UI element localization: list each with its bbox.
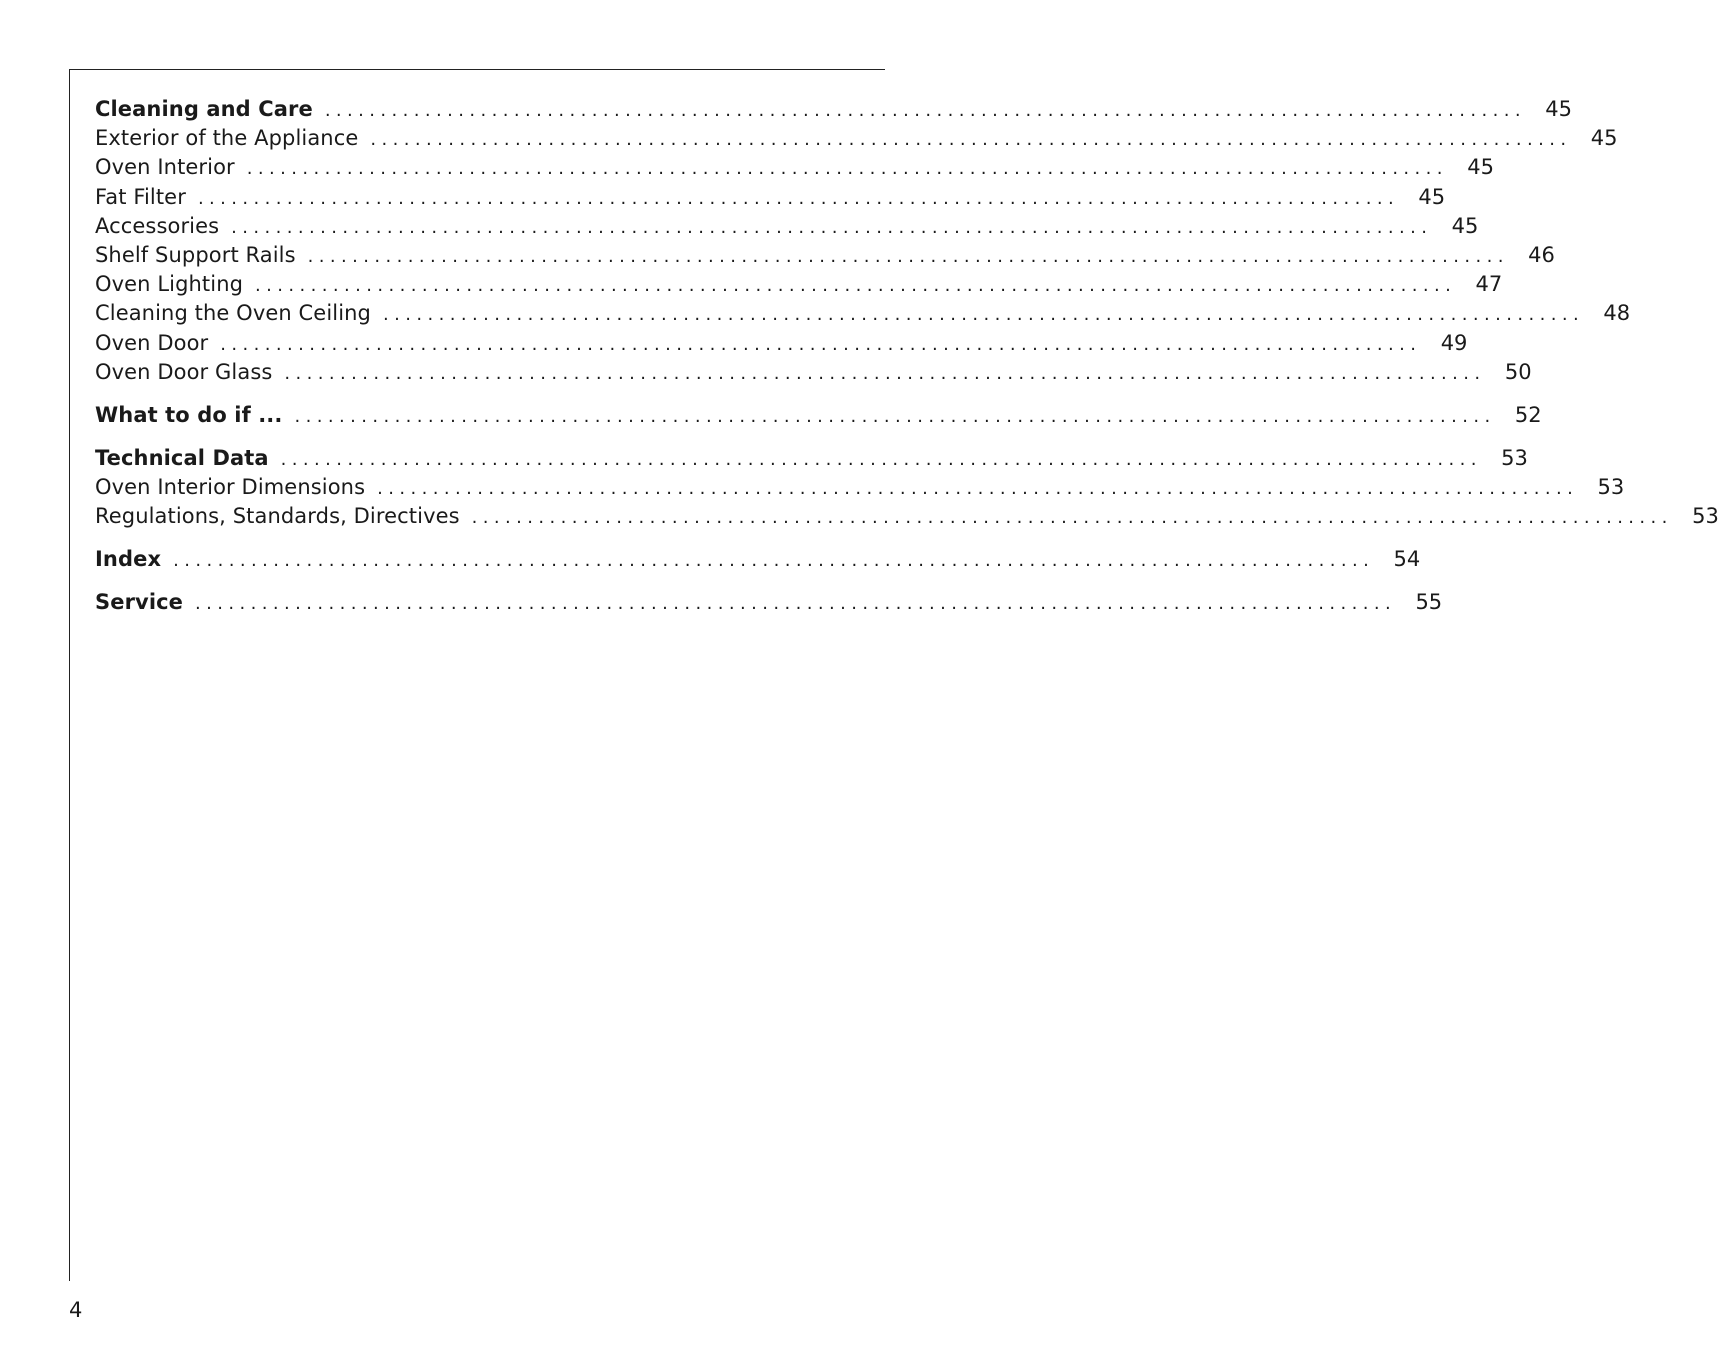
toc-entry-label: Service — [95, 590, 184, 614]
toc-leader-dots: ............................................................................................................ — [471, 507, 1673, 529]
toc-leader-dots: ............................................................................................................ — [173, 550, 1375, 572]
toc-leader-dots: ............................................................................................................ — [231, 216, 1433, 238]
toc-entry[interactable] — [95, 299, 1631, 328]
toc-entry-page: 50 — [1504, 359, 1532, 384]
toc-entry-page: 53 — [1692, 504, 1719, 529]
toc-entry-page: 53 — [1501, 445, 1528, 470]
toc-entry[interactable] — [95, 588, 1443, 617]
toc-leader-dots: ............................................................................................................ — [370, 129, 1572, 151]
toc-leader-dots: ............................................................................................................ — [294, 405, 1496, 427]
toc-entry[interactable] — [95, 358, 1532, 387]
toc-leader-dots: ............................................................................................................ — [197, 187, 1400, 209]
toc-entry-label: Fat Filter — [95, 184, 186, 209]
toc-entry-page: 48 — [1603, 301, 1631, 326]
toc-entry-page: 45 — [1590, 126, 1618, 151]
toc-entry-label: Oven Door — [95, 330, 209, 355]
toc-entry-page: 53 — [1597, 474, 1625, 499]
toc-entry-page: 45 — [1451, 213, 1479, 238]
toc-leader-dots: ............................................................................................................ — [255, 275, 1457, 297]
page-number: 4 — [69, 1298, 83, 1322]
toc-leader-dots: ............................................................................................................ — [324, 100, 1526, 121]
toc-entry-label: Cleaning and Care — [95, 97, 313, 121]
toc-leader-dots: ............................................................................................................ — [377, 477, 1579, 499]
toc-entry-page: 46 — [1528, 242, 1555, 267]
toc-entry-label: Oven Interior — [95, 155, 235, 180]
toc-entry[interactable] — [95, 153, 1494, 182]
toc-entry-label: Shelf Support Rails — [95, 242, 296, 267]
toc-entry[interactable] — [95, 502, 1719, 531]
toc-entry-page: 47 — [1475, 272, 1503, 297]
toc-entry[interactable] — [95, 401, 1542, 430]
table-of-contents — [95, 95, 1719, 617]
left-rule — [69, 69, 70, 1281]
toc-entry[interactable] — [95, 545, 1421, 574]
toc-entry-label: Regulations, Standards, Directives — [95, 504, 460, 529]
toc-entry-label: Oven Door Glass — [95, 359, 273, 384]
toc-entry-label: Oven Lighting — [95, 272, 244, 297]
toc-leader-dots: ............................................................................................................ — [220, 333, 1422, 355]
toc-entry-page: 49 — [1440, 330, 1468, 355]
toc-entry[interactable] — [95, 241, 1555, 270]
toc-entry-label: Accessories — [95, 213, 220, 238]
toc-entry-page: 45 — [1545, 97, 1572, 121]
toc-entry-label: Oven Interior Dimensions — [95, 474, 366, 499]
toc-entry-page: 45 — [1418, 184, 1446, 209]
toc-leader-dots: ............................................................................................................ — [195, 593, 1397, 614]
toc-entry-page: 52 — [1514, 402, 1542, 427]
toc-leader-dots: ............................................................................................................ — [307, 245, 1509, 267]
toc-entry[interactable] — [95, 212, 1479, 241]
toc-entry[interactable] — [95, 124, 1618, 153]
toc-entry-page: 54 — [1393, 547, 1421, 572]
toc-entry-page: 45 — [1467, 155, 1494, 180]
top-rule — [69, 69, 885, 70]
toc-entry-label: Cleaning the Oven Ceiling — [95, 301, 371, 326]
toc-entry[interactable] — [95, 473, 1625, 502]
toc-entry-page: 55 — [1415, 590, 1443, 614]
toc-entry-label: Index — [95, 547, 162, 572]
toc-entry[interactable] — [95, 95, 1572, 124]
toc-entry[interactable] — [95, 270, 1503, 299]
toc-entry-label: Exterior of the Appliance — [95, 126, 359, 151]
toc-leader-dots: ............................................................................................................ — [280, 448, 1482, 470]
toc-entry[interactable] — [95, 444, 1528, 473]
toc-leader-dots: ............................................................................................................ — [382, 304, 1585, 326]
toc-entry[interactable] — [95, 183, 1446, 212]
toc-entry[interactable] — [95, 329, 1468, 358]
toc-entry-label: What to do if ... — [95, 402, 283, 427]
toc-entry-label: Technical Data — [95, 445, 269, 470]
toc-leader-dots: ............................................................................................................ — [284, 362, 1486, 384]
toc-leader-dots: ............................................................................................................ — [246, 158, 1448, 180]
